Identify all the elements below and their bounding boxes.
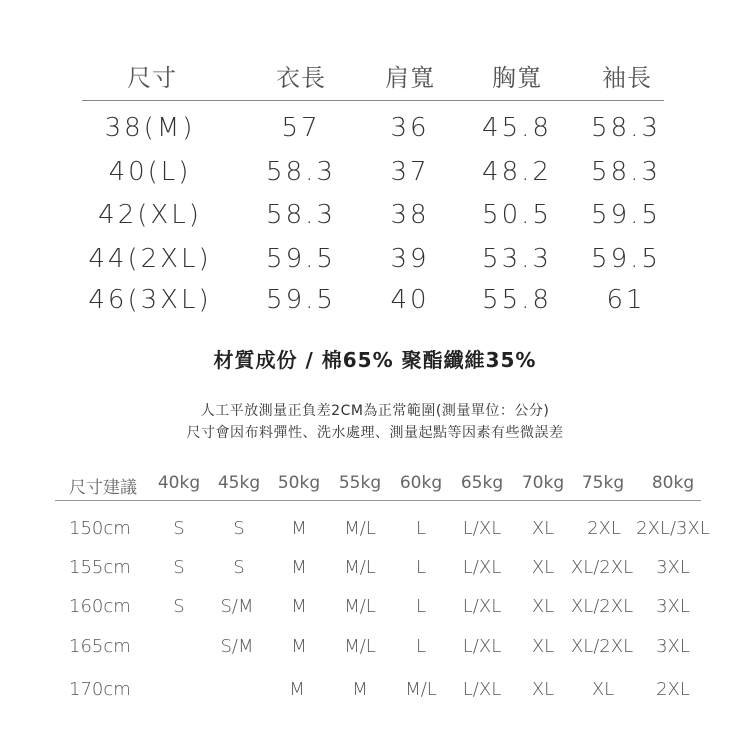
size-suggestion: S: [233, 518, 245, 539]
shoulder-cell: 38: [390, 200, 430, 230]
size-suggestion: M/L: [405, 679, 437, 700]
height-cell: 170cm: [69, 679, 131, 700]
weight-header: 50kg: [277, 473, 321, 493]
size-suggestion: M: [291, 518, 307, 539]
size-suggestion: L/XL: [462, 679, 502, 700]
sleeve-cell: 61: [606, 285, 646, 315]
height-cell: 155cm: [69, 557, 131, 578]
chest-cell: 50.5: [482, 200, 552, 230]
size-suggestion: XL: [531, 636, 555, 657]
variance-note: 尺寸會因布料彈性、洗水處理、測量起點等因素有些微誤差: [186, 425, 564, 441]
size-suggestion: 3XL: [656, 636, 690, 657]
size-suggestion: S: [173, 596, 185, 617]
sleeve-header: 袖長: [602, 64, 652, 92]
size-suggestion: L/XL: [462, 557, 502, 578]
size-suggestion: S/M: [220, 596, 254, 617]
weight-header: 65kg: [460, 473, 504, 493]
size-suggestion: 3XL: [656, 596, 690, 617]
chest-cell: 45.8: [482, 113, 552, 143]
size-cell: 38(M): [104, 113, 196, 143]
size-suggestion: XL: [531, 679, 555, 700]
size-cell: 44(2XL): [88, 244, 212, 274]
size-suggestion: XL/2XL: [570, 596, 634, 617]
size-suggestion: 2XL: [587, 518, 621, 539]
weight-header: 40kg: [157, 473, 201, 493]
size-suggestion: L: [415, 557, 427, 578]
suggestion-table-divider: [55, 500, 701, 501]
chest-cell: 55.8: [482, 285, 552, 315]
shoulder-cell: 36: [390, 113, 430, 143]
size-suggestion: M: [291, 596, 307, 617]
size-suggestion: XL: [531, 557, 555, 578]
length-cell: 59.5: [266, 244, 336, 274]
size-suggestion: XL: [591, 679, 615, 700]
size-suggestion: M/L: [344, 518, 376, 539]
measurement-note: 人工平放測量正負差2CM為正常範圍(測量單位：公分): [200, 403, 550, 419]
length-cell: 58.3: [266, 157, 336, 187]
size-suggestion: M: [291, 557, 307, 578]
size-suggestion: L/XL: [462, 518, 502, 539]
chest-header: 胸寬: [492, 64, 542, 92]
weight-header: 75kg: [581, 473, 625, 493]
size-suggestion: XL: [531, 596, 555, 617]
sleeve-cell: 59.5: [591, 200, 661, 230]
length-cell: 58.3: [266, 200, 336, 230]
size-suggestion: M/L: [344, 596, 376, 617]
size-suggestion: 3XL: [656, 557, 690, 578]
size-suggestion: L/XL: [462, 636, 502, 657]
weight-header: 55kg: [338, 473, 382, 493]
height-cell: 165cm: [69, 636, 131, 657]
size-suggestion: S/M: [220, 636, 254, 657]
shoulder-cell: 37: [390, 157, 430, 187]
size-suggestion: S: [173, 518, 185, 539]
size-cell: 46(3XL): [88, 285, 212, 315]
chest-cell: 48.2: [482, 157, 552, 187]
size-suggestion: L: [415, 518, 427, 539]
shoulder-cell: 40: [390, 285, 430, 315]
sleeve-cell: 58.3: [591, 113, 661, 143]
size-table-divider: [82, 100, 664, 101]
chest-cell: 53.3: [482, 244, 552, 274]
weight-header: 45kg: [217, 473, 261, 493]
size-header: 尺寸: [127, 64, 177, 92]
shoulder-header: 肩寬: [385, 64, 435, 92]
size-suggestion: L: [415, 596, 427, 617]
suggestion-header: 尺寸建議: [69, 478, 137, 498]
height-cell: 150cm: [69, 518, 131, 539]
size-suggestion: M: [352, 679, 368, 700]
size-suggestion: XL: [531, 518, 555, 539]
size-suggestion: S: [233, 557, 245, 578]
sleeve-cell: 58.3: [591, 157, 661, 187]
height-cell: 160cm: [69, 596, 131, 617]
length-header: 衣長: [276, 64, 326, 92]
size-suggestion: 2XL/3XL: [636, 518, 710, 539]
size-suggestion: S: [173, 557, 185, 578]
size-suggestion: XL/2XL: [570, 636, 634, 657]
size-suggestion: M: [289, 679, 305, 700]
weight-header: 80kg: [651, 473, 695, 493]
material-composition: 材質成份 / 棉65% 聚酯纖維35%: [213, 348, 537, 372]
size-suggestion: XL/2XL: [570, 557, 634, 578]
weight-header: 70kg: [521, 473, 565, 493]
shoulder-cell: 39: [390, 244, 430, 274]
sleeve-cell: 59.5: [591, 244, 661, 274]
size-suggestion: 2XL: [656, 679, 690, 700]
weight-header: 60kg: [399, 473, 443, 493]
length-cell: 59.5: [266, 285, 336, 315]
size-suggestion: L/XL: [462, 596, 502, 617]
size-suggestion: L: [415, 636, 427, 657]
length-cell: 57: [281, 113, 321, 143]
size-suggestion: M/L: [344, 557, 376, 578]
size-cell: 40(L): [108, 157, 192, 187]
size-suggestion: M: [291, 636, 307, 657]
size-cell: 42(XL): [98, 200, 202, 230]
size-suggestion: M/L: [344, 636, 376, 657]
